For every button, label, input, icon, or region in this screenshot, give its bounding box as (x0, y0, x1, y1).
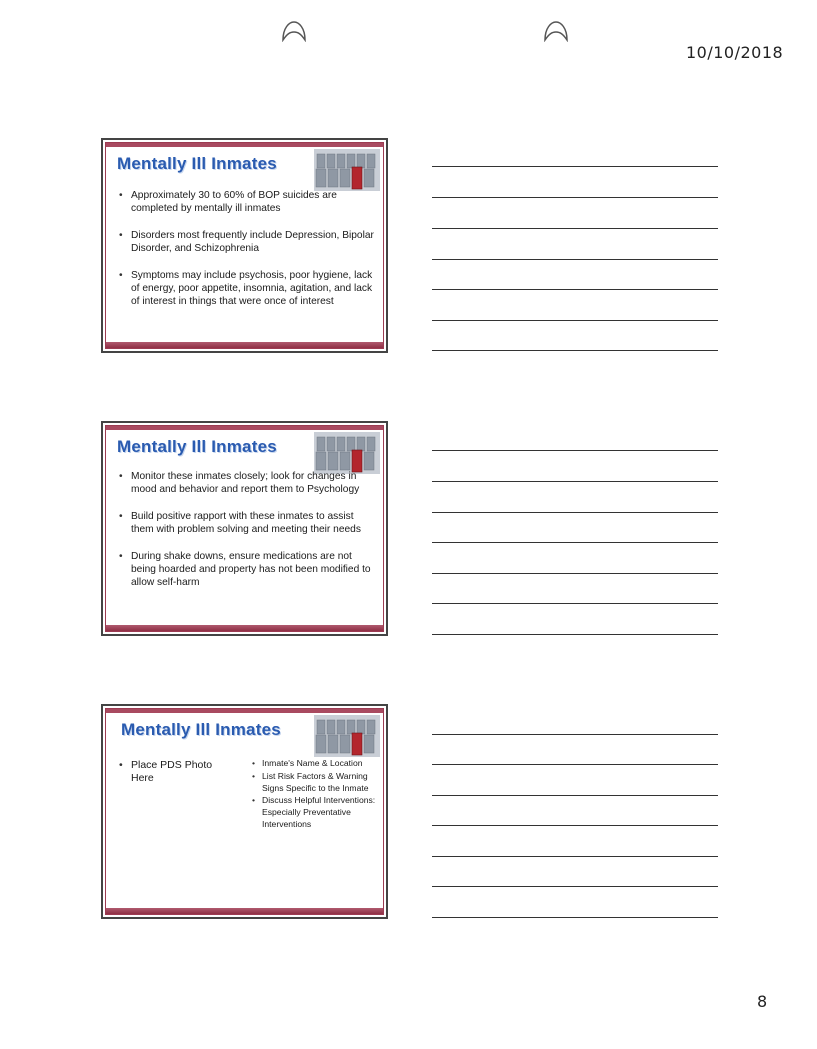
note-line (432, 734, 718, 735)
note-line (432, 259, 718, 260)
note-line (432, 764, 718, 765)
note-line (432, 481, 718, 482)
bullet-list (116, 470, 378, 603)
note-line (432, 573, 718, 574)
doors-thumbnail-icon (314, 715, 380, 757)
slide-frame (105, 425, 384, 632)
slide-1 (101, 138, 388, 353)
slide-frame (105, 708, 384, 915)
note-line (432, 512, 718, 513)
note-line (432, 289, 718, 290)
note-line (432, 856, 718, 857)
page-date: 10/10/2018 (686, 43, 784, 62)
bullet-item: • Discuss Helpful Interventions: Especially Preventative Interventions (251, 795, 376, 830)
bullet-list (116, 189, 378, 322)
hole-punch-icon (543, 20, 569, 42)
slide-frame (105, 142, 384, 349)
note-line (432, 197, 718, 198)
note-line (432, 825, 718, 826)
bullet-item: • List Risk Factors & Warning Signs Specific to the Inmate (251, 771, 376, 795)
note-line (432, 634, 718, 635)
slide-title: Mentally Ill Inmates (117, 437, 277, 456)
bullet-item: • Symptoms may include psychosis, poor hygiene, lack of energy, poor appetite, insomnia, agitation, and lack of interest in things that were once of interest (116, 269, 378, 309)
doors-thumbnail-icon (314, 149, 380, 191)
note-line (432, 917, 718, 918)
note-line (432, 166, 718, 167)
note-line (432, 350, 718, 351)
slide-title: Mentally Ill Inmates (121, 720, 281, 739)
slide-title: Mentally Ill Inmates (117, 154, 277, 173)
bullet-item: • Approximately 30 to 60% of BOP suicides are completed by mentally ill inmates (116, 189, 378, 216)
slide-2 (101, 421, 388, 636)
note-line (432, 542, 718, 543)
bullet-item: • During shake downs, ensure medications are not being hoarded and property has not been modified to allow self-harm (116, 550, 378, 590)
bullet-item: • Place PDS Photo Here (116, 759, 236, 785)
bullet-item: • Inmate's Name & Location (251, 758, 376, 770)
hole-punch-icon (281, 20, 307, 42)
note-line (432, 228, 718, 229)
note-line (432, 320, 718, 321)
photo-placeholder-list (116, 759, 236, 785)
page-number: 8 (757, 992, 768, 1011)
note-line (432, 886, 718, 887)
bullet-list (251, 758, 376, 832)
bullet-item: • Build positive rapport with these inmates to assist them with problem solving and meeting their needs (116, 510, 378, 537)
bullet-item: • Monitor these inmates closely; look for changes in mood and behavior and report them to Psychology (116, 470, 378, 497)
note-line (432, 795, 718, 796)
doors-thumbnail-icon (314, 432, 380, 474)
note-line (432, 450, 718, 451)
slide-3 (101, 704, 388, 919)
bullet-item: • Disorders most frequently include Depression, Bipolar Disorder, and Schizophrenia (116, 229, 378, 256)
note-line (432, 603, 718, 604)
